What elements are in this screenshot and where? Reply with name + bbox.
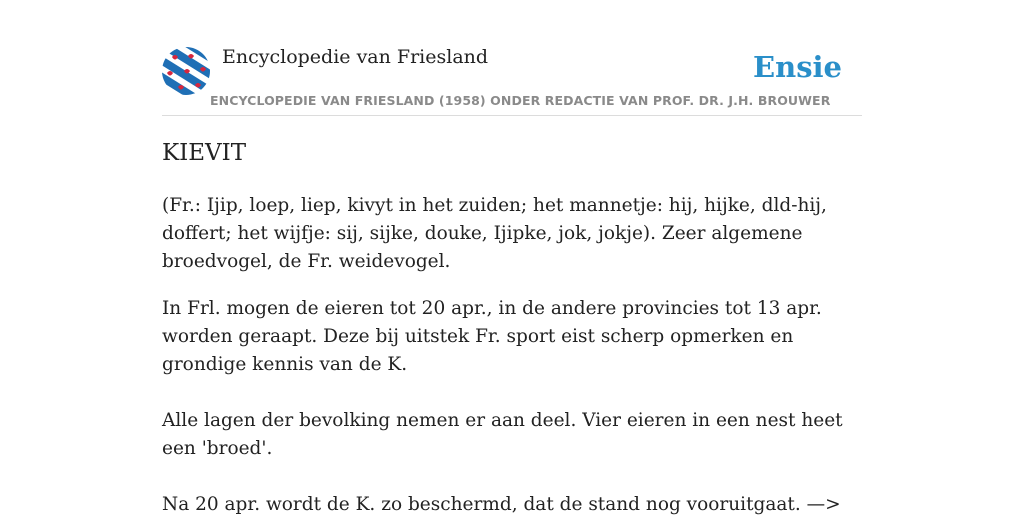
article-body [162, 192, 862, 519]
frisian-flag-icon[interactable] [162, 47, 210, 95]
paragraph-break [162, 379, 862, 407]
article-paragraph: In Frl. mogen de eieren tot 20 apr., in de andere provincies tot 13 apr. worden geraapt. Deze bij uitstek Fr. sport eist scherp opmerken en grondige kennis van de K. [162, 298, 822, 375]
article-paragraph: Alle lagen der bevolking nemen er aan deel. Vier eieren in een nest heet een 'broed'. [162, 410, 843, 459]
article-paragraph: (Fr.: Ijip, loep, liep, kivyt in het zuiden; het mannetje: hij, hijke, dld-hij, doffert; het wijfje: sij, sijke, douke, Ijipke, jok, jokje). Zeer algemene broedvogel, de Fr. weidevogel. [162, 195, 827, 272]
article-paragraph: Na 20 apr. wordt de K. zo beschermd, dat de stand nog vooruitgaat. —> [162, 494, 841, 515]
header [162, 0, 862, 116]
ensie-brand-link[interactable]: Ensie [753, 50, 842, 84]
site-title[interactable]: Encyclopedie van Friesland [222, 46, 489, 68]
page [162, 0, 862, 515]
encyclopedia-subtitle: ENCYCLOPEDIE VAN FRIESLAND (1958) ONDER REDACTIE VAN PROF. DR. J.H. BROUWER [210, 93, 831, 108]
paragraph-break [162, 463, 862, 491]
article-title: KIEVIT [162, 140, 247, 166]
